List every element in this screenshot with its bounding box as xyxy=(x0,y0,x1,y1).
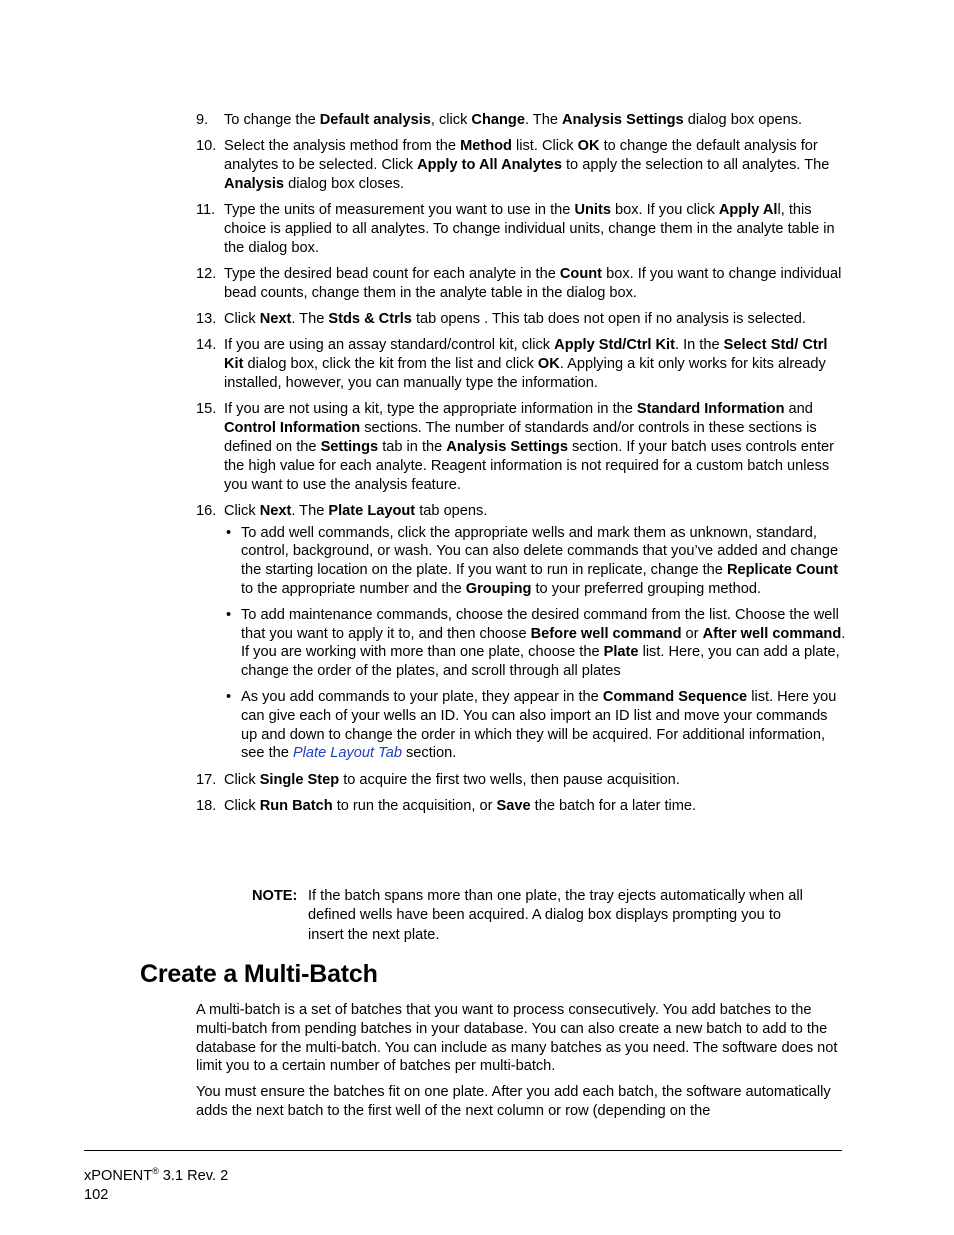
text-run: Click xyxy=(224,798,260,814)
step-item xyxy=(196,797,846,816)
text-run: If you are using an assay standard/control kit, click xyxy=(224,337,555,354)
step-item xyxy=(196,201,846,257)
text-run: . The xyxy=(291,502,329,519)
step-number: 16. xyxy=(196,502,217,519)
step-text xyxy=(224,201,846,257)
section-paragraph-1: A multi-batch is a set of batches that you want to process consecutively. You add batches to the multi-batch from pending batches in your database. You can also create a new batch to add to the database for the multi-batch. You can include as many batches as you need. The software does not limit you to a certain number of batches per multi-batch. xyxy=(196,1002,838,1075)
ui-term: Apply Al xyxy=(718,202,778,219)
text-run: list. Click xyxy=(511,138,578,155)
text-run: the batch for a later time. xyxy=(530,798,697,814)
step-item xyxy=(196,336,846,392)
text-run: Click xyxy=(224,771,260,788)
step-text xyxy=(224,336,846,392)
text-run: Type the desired bead count for each analyte in the xyxy=(224,266,560,283)
ui-term: Single Step xyxy=(259,771,340,788)
text-run: box. If you want to change individual bead counts, change them in the analyte table in the dialog box. xyxy=(224,266,842,301)
bullet-list xyxy=(224,524,846,764)
ui-term: Plate xyxy=(603,644,639,661)
ui-term: Run Batch xyxy=(259,798,333,814)
ui-term: Method xyxy=(460,138,512,155)
text-run: Click xyxy=(224,502,260,519)
ui-term: Analysis Settings xyxy=(446,438,568,455)
ui-term: After well command xyxy=(702,625,842,642)
text-run: tab in the xyxy=(378,438,447,455)
text-run: tab opens . This tab does not open if no analysis is selected. xyxy=(411,311,806,328)
footer-product: xPONENT xyxy=(84,1167,153,1184)
bullet-item xyxy=(224,688,846,763)
ui-term: Replicate Count xyxy=(726,562,839,579)
ui-term: Apply Std/Ctrl Kit xyxy=(554,337,675,354)
text-run: to run the acquisition, or xyxy=(332,798,497,814)
step-number: 10. xyxy=(196,138,217,155)
step-number: 9. xyxy=(196,112,209,128)
ui-term: Apply to All Analytes xyxy=(417,157,562,174)
text-run: to apply the selection to all analytes. The xyxy=(561,157,830,174)
step-text xyxy=(224,111,846,130)
ui-term: Settings xyxy=(320,438,379,455)
footer-rule xyxy=(84,1150,842,1151)
ui-term: OK xyxy=(537,356,560,373)
step-number: 12. xyxy=(196,266,217,283)
text-run: dialog box, click the kit from the list and click xyxy=(243,356,538,373)
cross-reference-link[interactable]: Plate Layout Tab xyxy=(292,745,402,762)
text-run: to your preferred grouping method. xyxy=(531,581,762,598)
text-run: Select the analysis method from the xyxy=(224,138,461,155)
step-text xyxy=(224,137,846,193)
ui-term: Analysis xyxy=(224,175,285,192)
page-number: 102 xyxy=(84,1186,109,1203)
step-number: 13. xyxy=(196,311,217,328)
ui-term: Units xyxy=(574,202,611,219)
step-number: 17. xyxy=(196,771,217,788)
ui-term: Before well command xyxy=(530,625,682,642)
step-item xyxy=(196,310,846,329)
text-run: If you are not using a kit, type the appropriate information in the xyxy=(224,401,637,418)
text-run: list. Here you can give each of your wells an ID. You can also import an ID list and move your commands up and down to change the order in which they will be acquired. For additional information, see the xyxy=(241,689,837,762)
ui-term: Analysis Settings xyxy=(562,112,684,128)
step-item xyxy=(196,771,846,790)
step-item xyxy=(196,111,846,130)
text-run: As you add commands to your plate, they appear in the xyxy=(241,689,603,706)
step-text xyxy=(224,797,846,816)
bullet-icon: • xyxy=(226,524,232,541)
bullet-item xyxy=(224,524,846,599)
ui-term: Plate Layout xyxy=(328,502,416,519)
ui-term: Command Sequence xyxy=(602,689,748,706)
footer-version: 3.1 Rev. 2 xyxy=(158,1167,229,1184)
text-run: tab opens. xyxy=(415,502,488,519)
step-text xyxy=(224,265,846,303)
text-run: dialog box closes. xyxy=(284,175,405,192)
step-text xyxy=(224,310,846,329)
step-item xyxy=(196,502,846,763)
step-text xyxy=(224,771,846,790)
text-run: . Applying a kit only works for kits already installed, however, you can manually type the information. xyxy=(224,356,826,392)
ui-term: Select Std/ Ctrl Kit xyxy=(224,337,828,373)
text-run: box. If you click xyxy=(610,202,719,219)
section-paragraph-2: You must ensure the batches fit on one plate. After you add each batch, the software automatically adds the next batch to the first well of the next column or row (depending on the xyxy=(196,1084,831,1119)
ui-term: Next xyxy=(259,311,292,328)
bullet-icon: • xyxy=(226,689,232,706)
footer-product-line xyxy=(84,1162,228,1186)
text-run: . The xyxy=(524,112,562,128)
text-run: l, this choice is applied to all analytes. To change individual units, change them in the analyte table in the dialog box. xyxy=(224,202,835,256)
text-run: section. If your batch uses controls enter the high value for each analyte. Reagent information is not required for a custom batch unless you want to use the analysis feature. xyxy=(224,438,835,493)
text-run: dialog box opens. xyxy=(683,112,803,128)
ui-term: Stds & Ctrls xyxy=(328,311,412,328)
text-run: , click xyxy=(430,112,472,128)
ui-term: Count xyxy=(559,266,603,283)
step-text xyxy=(224,400,846,494)
text-run: to acquire the first two wells, then pause acquisition. xyxy=(339,771,680,788)
text-run: Type the units of measurement you want to use in the xyxy=(224,202,575,219)
bullet-item xyxy=(224,606,846,681)
text-run: and xyxy=(784,401,813,418)
procedure-steps xyxy=(196,111,846,823)
text-run: to the appropriate number and the xyxy=(241,581,466,598)
text-run: list. Here, you can add a plate, change the order of the plates, and scroll through all plates xyxy=(241,644,840,680)
bullet-icon: • xyxy=(226,606,232,623)
page-footer xyxy=(84,1162,228,1205)
section-heading: Create a Multi-Batch xyxy=(140,960,378,988)
step-number: 15. xyxy=(196,401,217,418)
text-run: section. xyxy=(401,745,457,762)
note-block xyxy=(252,887,812,945)
note-label: NOTE: xyxy=(252,888,298,904)
ui-term: Next xyxy=(259,502,292,519)
text-run: . If you are working with more than one plate, choose the xyxy=(241,625,846,661)
text-run: . In the xyxy=(674,337,724,354)
step-item xyxy=(196,137,846,193)
ui-term: Default analysis xyxy=(319,112,431,128)
ui-term: Control Information xyxy=(224,420,361,437)
text-run: To change the xyxy=(224,112,320,128)
text-run: To add maintenance commands, choose the desired command from the list. Choose the well that you want to apply it to, and then choose xyxy=(241,606,839,642)
step-number: 18. xyxy=(196,798,217,814)
registered-mark: ® xyxy=(152,1166,159,1176)
ui-term: OK xyxy=(577,138,600,155)
step-text xyxy=(224,502,846,521)
note-text: If the batch spans more than one plate, the tray ejects automatically when all defined wells have been acquired. A dialog box displays prompting you to insert the next plate. xyxy=(308,888,803,943)
ui-term: Standard Information xyxy=(636,401,785,418)
text-run: . The xyxy=(291,311,329,328)
step-item xyxy=(196,400,846,494)
text-run: to change the default analysis for analytes to be selected. Click xyxy=(224,138,818,174)
text-run: sections. The number of standards and/or controls in these sections is defined on the xyxy=(224,420,817,455)
step-number: 11. xyxy=(196,202,216,219)
step-number: 14. xyxy=(196,337,217,354)
step-item xyxy=(196,265,846,303)
text-run: or xyxy=(681,625,703,642)
text-run: To add well commands, click the appropriate wells and mark them as unknown, standard, control, background, or wash. You can also delete commands that you’ve added and change the starting location on the plate. If you want to run in replicate, change the xyxy=(241,524,839,579)
ui-term: Save xyxy=(496,798,531,814)
text-run: Click xyxy=(224,311,260,328)
ui-term: Grouping xyxy=(465,581,532,598)
ui-term: Change xyxy=(471,112,525,128)
